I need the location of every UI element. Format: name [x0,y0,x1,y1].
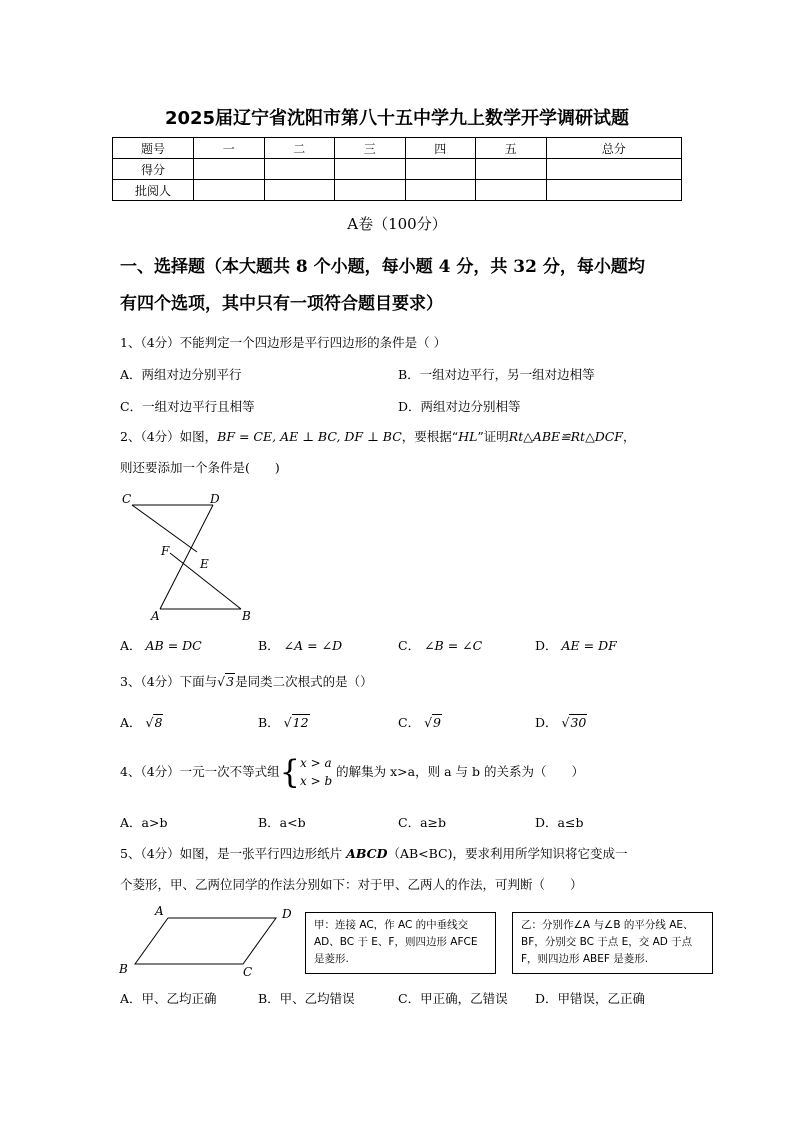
table-header-cell: 批阅人 [113,180,194,201]
q3-option-a[interactable] [120,714,163,732]
q5-prefix: 5、（4分）如图，是一张平行四边形纸片 [120,846,343,861]
option-letter: D． [535,638,558,653]
q2-condition: BF = CE, AE ⊥ BC, DF ⊥ BC [217,429,402,444]
q4-option-c[interactable]: C．a≥b [398,815,446,830]
q3-option-d[interactable] [535,714,587,732]
radicand: 3 [226,674,235,689]
table-row [113,138,682,159]
table-header-cell: 三 [335,138,406,159]
q5-option-d[interactable]: D．甲错误，乙正确 [535,991,646,1006]
option-letter: B． [258,715,280,730]
q2-mid2: ”证明 [477,429,509,444]
option-letter: A． [120,715,142,730]
grader-cell[interactable] [194,180,265,201]
score-cell[interactable] [264,159,335,180]
table-header-cell: 一 [194,138,265,159]
grader-cell[interactable] [476,180,547,201]
q1-option-b[interactable]: B．一组对边平行，另一组对边相等 [398,367,595,382]
q5-parallelogram-figure [115,903,300,978]
q5-stem-line1 [120,845,628,863]
sqrt-symbol: √9 [424,715,441,730]
jia-method-box: 甲：连接 AC，作 AC 的中垂线交 AD、BC 于 E、F，则四边形 AFCE 是菱形. [305,912,496,974]
table-header-cell: 题号 [113,138,194,159]
radicand: 9 [433,715,441,730]
grader-cell[interactable] [405,180,476,201]
sqrt-symbol: √8 [145,715,163,730]
q2-stem [120,428,635,446]
score-table [112,137,682,201]
q4-suffix: 的解集为 x>a，则 a 与 b 的关系为（ ） [336,764,584,779]
q1-stem: 1、（4分）不能判定一个四边形是平行四边形的条件是（ ） [120,335,447,350]
option-expr: AE = DF [561,638,617,653]
option-expr: AB = DC [145,638,202,653]
option-expr: ∠A = ∠D [283,638,343,653]
q4-prefix: 4、（4分）一元一次不等式组 [120,764,280,779]
label-b: B [242,609,251,623]
option-letter: D． [535,715,558,730]
score-cell[interactable] [405,159,476,180]
q3-option-b[interactable] [258,714,310,732]
q5-option-b[interactable]: B．甲、乙均错误 [258,991,355,1006]
q2-suffix: ， [622,429,636,444]
q5-option-c[interactable]: C．甲正确，乙错误 [398,991,508,1006]
table-header-cell: 四 [405,138,476,159]
q2-stem-line2: 则还要添加一个条件是( ) [120,460,280,475]
q2-hl: HL [458,429,478,444]
label-f: F [161,544,170,558]
q2-option-b[interactable] [258,637,342,655]
label-c: C [243,965,253,978]
label-a: A [151,609,160,623]
q4-option-d[interactable]: D．a≤b [535,815,584,830]
q2-figure [115,488,265,623]
section-heading-line2: 有四个选项，其中只有一项符合题目要求） [120,294,443,314]
sqrt-symbol: √30 [561,715,587,730]
score-cell[interactable] [194,159,265,180]
q2-prefix: 2、（4分）如图， [120,429,218,444]
q4-stem [120,754,584,790]
q3-option-c[interactable] [398,714,442,732]
radicand: 8 [154,715,163,730]
radicand: 12 [292,715,309,730]
grader-cell[interactable] [264,180,335,201]
q2-option-a[interactable] [120,637,202,655]
yi-method-box: 乙：分别作∠A 与∠B 的平分线 AE、BF，分别交 BC 于点 E，交 AD 于点 F，则四边形 ABEF 是菱形. [512,912,713,974]
inequality-system [300,754,332,790]
score-cell[interactable] [335,159,406,180]
table-row [113,159,682,180]
q5-abcd: ABCD [346,846,388,861]
label-e: E [200,557,209,571]
q2-option-d[interactable] [535,637,617,655]
q1-option-d[interactable]: D．两组对边分别相等 [398,399,521,414]
q5-suffix: （AB<BC)，要求利用所学知识将它变成一 [387,846,628,861]
score-cell[interactable] [476,159,547,180]
grader-cell[interactable] [335,180,406,201]
option-letter: C． [398,715,421,730]
q5-stem-line2: 个菱形，甲、乙两位同学的作法分别如下：对于甲、乙两人的作法，可判断（ ） [120,877,583,892]
option-letter: B． [258,638,280,653]
brace-symbol: { [279,753,301,791]
sqrt-symbol: √3 [217,674,235,689]
option-expr: ∠B = ∠C [424,638,483,653]
paper-a-heading: A卷（100分） [347,215,447,233]
q1-option-c[interactable]: C．一组对边平行且相等 [120,399,255,414]
q5-option-a[interactable]: A．甲、乙均正确 [120,991,217,1006]
score-cell[interactable] [546,159,682,180]
label-a: A [155,904,164,918]
q3-prefix: 3、（4分）下面与 [120,674,218,689]
grader-cell[interactable] [546,180,682,201]
sqrt-symbol: √12 [283,715,309,730]
q1-option-a[interactable]: A．两组对边分别平行 [120,367,242,382]
label-c: C [122,492,132,506]
inequality-2: x > b [300,774,333,788]
label-b: B [119,962,128,976]
q3-suffix: 是同类二次根式的是（） [235,674,373,689]
exam-title: 2025届辽宁省沈阳市第八十五中学九上数学开学调研试题 [164,108,630,129]
q4-option-a[interactable]: A．a>b [120,815,168,830]
q3-stem [120,673,373,691]
q4-option-b[interactable]: B．a<b [258,815,306,830]
q2-mid: ，要根据“ [401,429,459,444]
label-d: D [282,907,292,921]
table-header-cell: 二 [264,138,335,159]
table-row [113,180,682,201]
section-heading-line1: 一、选择题（本大题共 8 个小题，每小题 4 分，共 32 分，每小题均 [120,257,645,277]
q2-option-c[interactable] [398,637,482,655]
option-letter: A． [120,638,142,653]
label-d: D [210,492,220,506]
q2-prove: Rt△ABE≌Rt△DCF [508,429,623,444]
inequality-1: x > a [300,756,332,770]
table-header-cell: 总分 [546,138,682,159]
option-letter: C． [398,638,421,653]
table-header-cell: 五 [476,138,547,159]
parallelogram-abcd [135,918,276,964]
radicand: 30 [570,715,587,730]
table-header-cell: 得分 [113,159,194,180]
